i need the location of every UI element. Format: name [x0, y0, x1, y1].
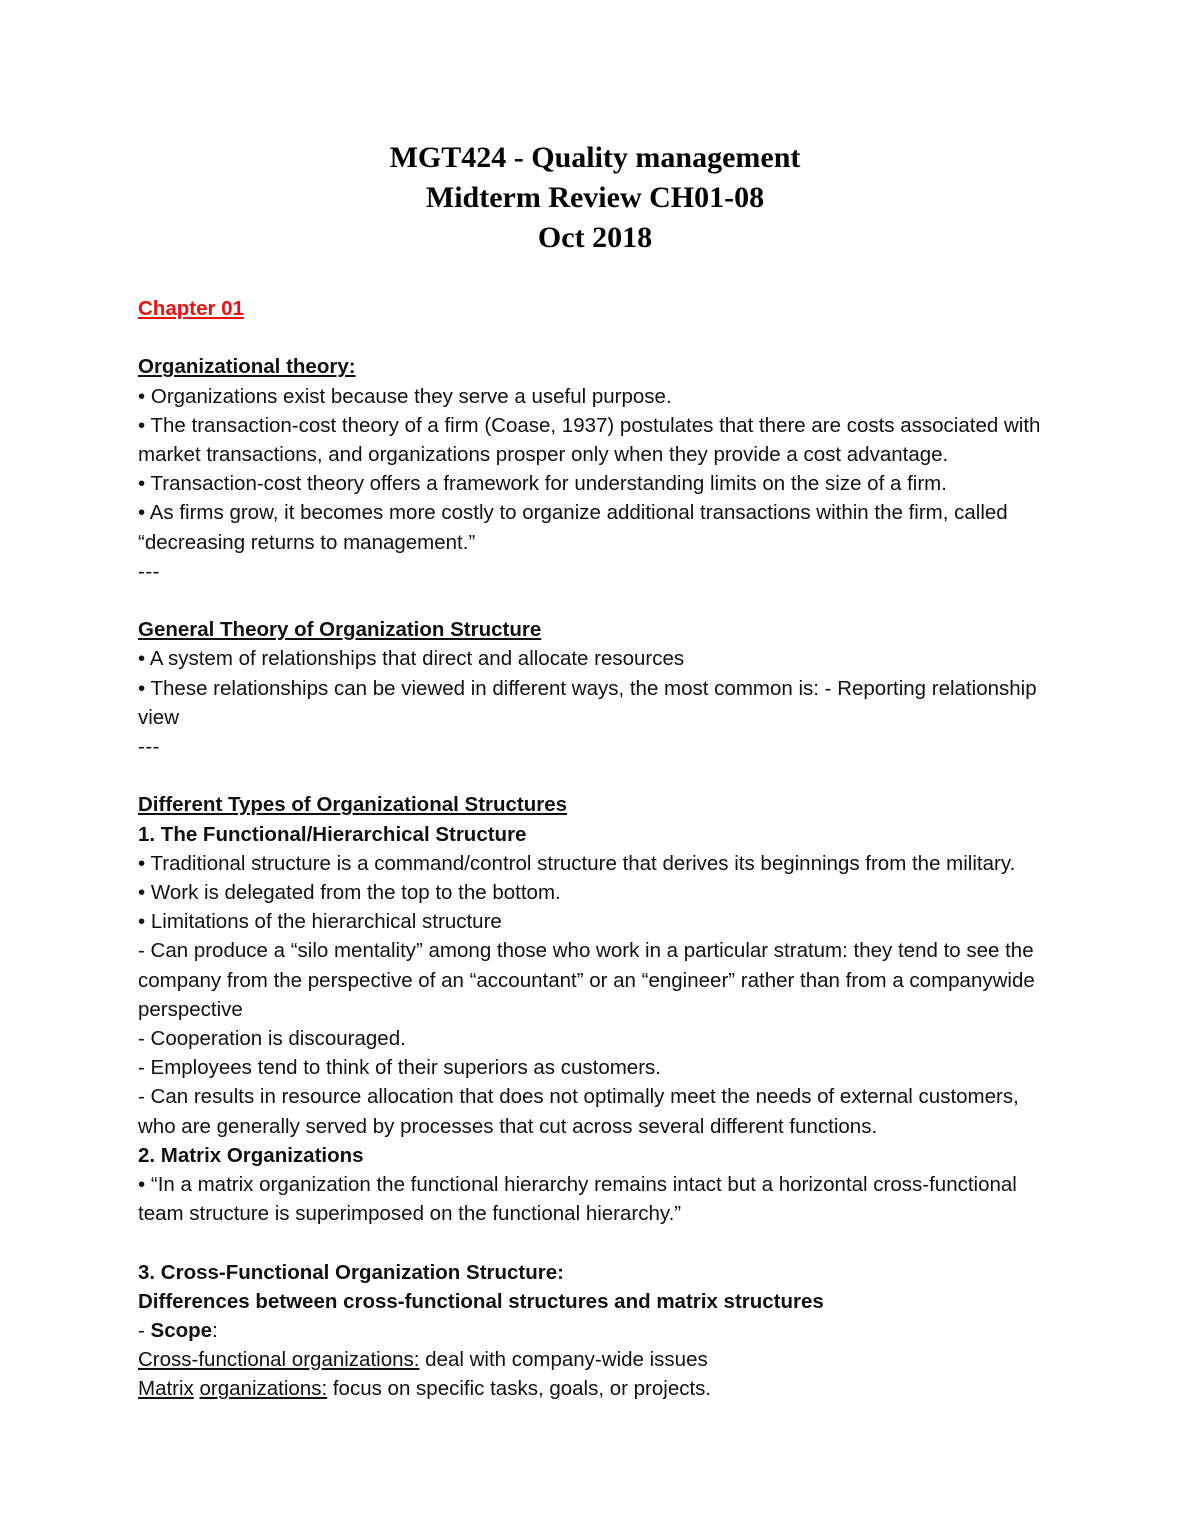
bullet-item: • The transaction-cost theory of a firm (Coase, 1937) postulates that there are costs associated with market transactions, and organizations prosper only when they provide a cost advantage.	[138, 413, 1041, 466]
subheading-matrix-organizations: 2. Matrix Organizations	[138, 1143, 364, 1167]
chapter-label	[138, 294, 1046, 323]
spacer	[138, 761, 1046, 790]
heading-different-types: Different Types of Organizational Structures	[138, 793, 568, 817]
matrix-description: focus on specific tasks, goals, or projects.	[327, 1377, 712, 1401]
bullet-item: • These relationships can be viewed in different ways, the most common is: - Reporting relationship view	[138, 676, 1037, 729]
bullet-item: • “In a matrix organization the functional hierarchy remains intact but a horizontal cross-functional team structure is superimposed on the functional hierarchy.”	[138, 1173, 1017, 1226]
spacer	[138, 586, 1046, 615]
heading-general-theory: General Theory of Organization Structure	[138, 618, 542, 642]
subheading-functional-structure: 1. The Functional/Hierarchical Structure	[138, 822, 527, 846]
page-title	[0, 0, 1190, 258]
matrix-definition	[138, 1374, 1046, 1403]
bullet-item: • Transaction-cost theory offers a framework for understanding limits on the size of a firm.	[138, 472, 947, 496]
section-separator: ---	[138, 559, 160, 583]
matrix-term-word-2: organizations:	[199, 1377, 328, 1401]
subheading-cross-functional-structure: 3. Cross-Functional Organization Structure:	[138, 1260, 564, 1284]
scope-label: Scope	[150, 1319, 213, 1343]
title-line-3: Oct 2018	[537, 221, 653, 254]
bullet-item: • Limitations of the hierarchical structure	[138, 910, 502, 934]
scope-dash: -	[138, 1319, 151, 1343]
bullet-item: • As firms grow, it becomes more costly to organize additional transactions within the firm, called “decreasing returns to management.”	[138, 501, 1008, 554]
spacer	[138, 1228, 1046, 1257]
dash-item: - Can produce a “silo mentality” among those who work in a particular stratum: they tend to see the company from the perspective of an “accountant” or an “engineer” rather than from a companywide perspective	[138, 939, 1035, 1021]
cross-functional-term: Cross-functional organizations:	[138, 1348, 420, 1372]
subheading-differences: Differences between cross-functional structures and matrix structures	[138, 1289, 824, 1313]
dash-item: - Employees tend to think of their superiors as customers.	[138, 1056, 661, 1080]
document-body	[138, 294, 1046, 1404]
spacer	[138, 323, 1046, 352]
section-separator: ---	[138, 735, 160, 759]
cross-functional-description: deal with company-wide issues	[419, 1348, 708, 1372]
heading-organizational-theory: Organizational theory:	[138, 355, 356, 379]
scope-colon: :	[212, 1319, 218, 1343]
bullet-item: • Organizations exist because they serve a useful purpose.	[138, 384, 672, 408]
scope-line	[138, 1316, 1046, 1345]
title-line-2: Midterm Review CH01-08	[425, 181, 765, 214]
bullet-item: • A system of relationships that direct and allocate resources	[138, 647, 685, 671]
dash-item: - Cooperation is discouraged.	[138, 1027, 406, 1051]
bullet-item: • Work is delegated from the top to the bottom.	[138, 881, 561, 905]
dash-item: - Can results in resource allocation that does not optimally meet the needs of external customers, who are generally served by processes that cut across several different functions.	[138, 1085, 1019, 1138]
bullet-item: • Traditional structure is a command/control structure that derives its beginnings from the military.	[138, 851, 1016, 875]
cross-functional-definition	[138, 1345, 1046, 1374]
matrix-term-word-1: Matrix	[138, 1377, 194, 1401]
chapter-label-text: Chapter 01	[138, 297, 244, 320]
title-line-1: MGT424 - Quality management	[389, 141, 801, 174]
